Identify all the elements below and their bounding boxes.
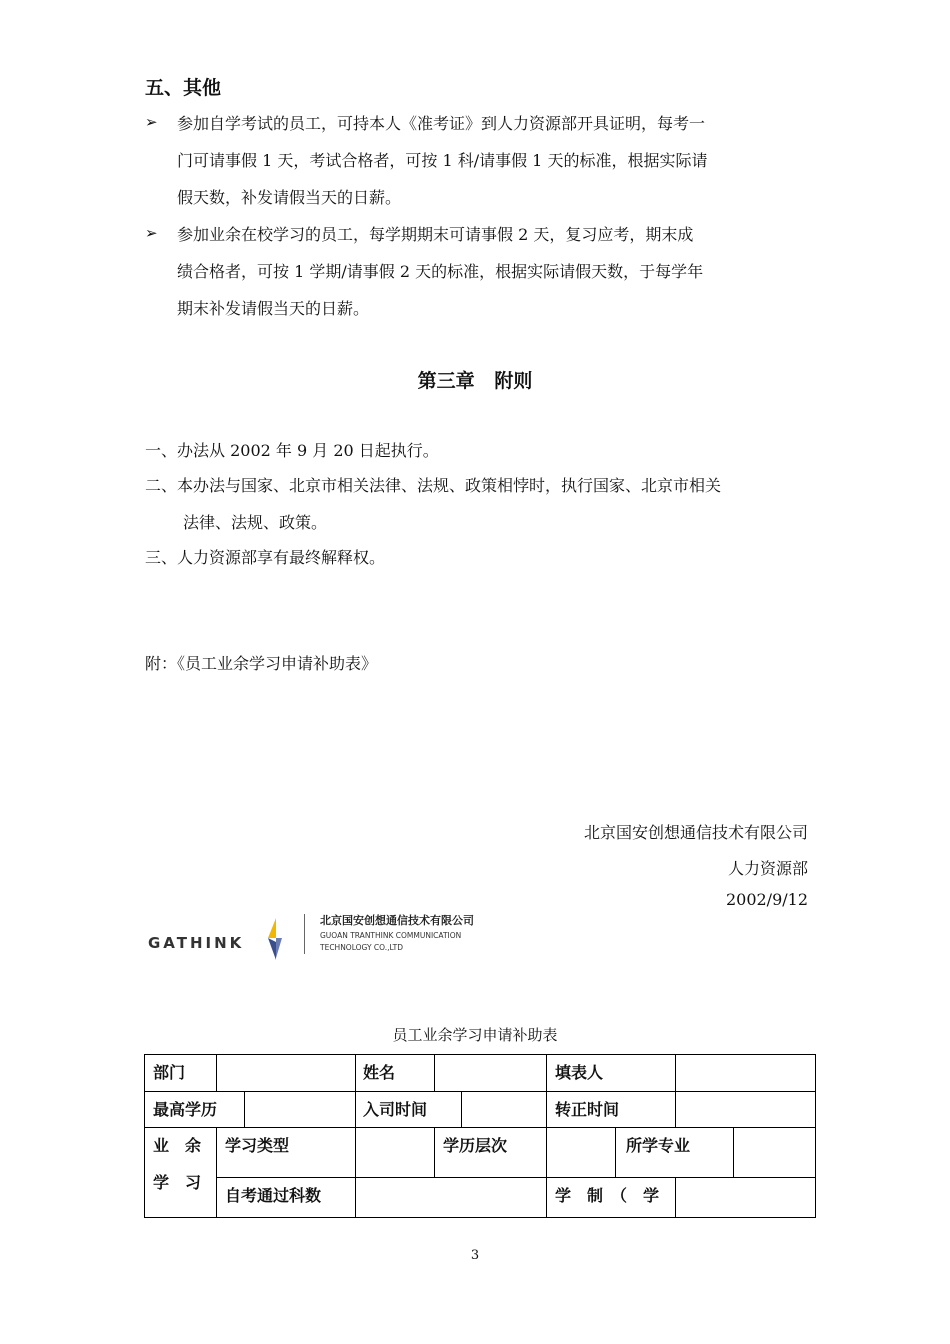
article-3 <box>145 539 810 576</box>
table-rule <box>675 1055 676 1127</box>
page-number: 3 <box>470 1248 480 1263</box>
article-line: 一、办法从 2002 年 9 月 20 日起执行。 <box>145 441 439 460</box>
bullet-line: 参加自学考试的员工，可持本人《准考证》到人力资源部开具证明，每考一 <box>177 114 706 133</box>
signature-company: 北京国安创想通信技术有限公司 <box>583 823 808 842</box>
logo-divider <box>304 914 305 954</box>
company-logo <box>148 912 488 966</box>
label-group-1: 业 余 <box>153 1136 202 1155</box>
label-group-2: 学 习 <box>153 1173 202 1192</box>
label-major: 所学专业 <box>626 1136 691 1155</box>
label-filler: 填表人 <box>555 1063 604 1082</box>
table-rule <box>216 1055 217 1091</box>
application-form-table <box>144 1054 816 1218</box>
section-heading: 五、其他 <box>145 77 222 99</box>
bullet-line: 期末补发请假当天的日薪。 <box>177 299 370 318</box>
article-line: 三、人力资源部享有最终解释权。 <box>145 548 386 567</box>
label-name: 姓名 <box>363 1063 396 1082</box>
logo-company-cn: 北京国安创想通信技术有限公司 <box>320 914 474 927</box>
table-rule <box>675 1177 676 1217</box>
bullet-text <box>177 105 809 216</box>
table-rule <box>434 1127 435 1177</box>
article-line: 二、本办法与国家、北京市相关法律、法规、政策相悖时，执行国家、北京市相关 <box>145 476 722 495</box>
table-rule <box>546 1055 547 1217</box>
logo-wordmark: GATHINK <box>148 934 245 952</box>
logo-company-en-1: GUOAN TRANTHINK COMMUNICATION <box>320 931 462 940</box>
article-1 <box>145 432 810 469</box>
bullet-line: 假天数，补发请假当天的日薪。 <box>177 188 402 207</box>
bullet-line: 绩合格者，可按 1 学期/请事假 2 天的标准，根据实际请假天数，于每学年 <box>177 262 704 281</box>
signature-date: 2002/9/12 <box>725 890 808 909</box>
bullet-text <box>177 216 809 327</box>
chapter-title: 第三章 附则 <box>417 370 533 392</box>
logo-company-en-2: TECHNOLOGY CO.,LTD <box>320 943 404 952</box>
table-rule <box>615 1127 616 1177</box>
signature-department: 人力资源部 <box>727 859 808 878</box>
label-department: 部门 <box>153 1063 186 1082</box>
table-rule <box>733 1127 734 1177</box>
table-rule <box>244 1091 245 1127</box>
label-duration: 学 制 （ 学 <box>555 1186 660 1205</box>
label-education: 最高学历 <box>153 1100 218 1119</box>
table-rule <box>434 1055 435 1091</box>
table-rule <box>145 1091 815 1092</box>
table-rule <box>355 1055 356 1217</box>
article-2 <box>145 467 810 541</box>
label-study-type: 学习类型 <box>225 1136 290 1155</box>
table-rule <box>216 1127 217 1217</box>
label-regular-date: 转正时间 <box>555 1100 620 1119</box>
form-title: 员工业余学习申请补助表 <box>392 1026 558 1044</box>
bullet-line: 参加业余在校学习的员工，每学期期末可请事假 2 天，复习应考，期末成 <box>177 225 694 244</box>
label-passed-subjects: 自考通过科数 <box>225 1186 322 1205</box>
label-hire-date: 入司时间 <box>363 1100 428 1119</box>
table-rule <box>216 1177 815 1178</box>
label-level: 学历层次 <box>443 1136 508 1155</box>
attachment-note: 附：《员工业余学习申请补助表》 <box>145 654 378 673</box>
table-rule <box>145 1127 815 1128</box>
bullet-arrow-icon: ➢ <box>145 224 158 242</box>
table-rule <box>461 1091 462 1127</box>
article-line: 法律、法规、政策。 <box>183 513 328 532</box>
logo-chevron-icon <box>264 918 286 960</box>
bullet-arrow-icon: ➢ <box>145 113 158 131</box>
bullet-line: 门可请事假 1 天，考试合格者，可按 1 科/请事假 1 天的标准，根据实际请 <box>177 151 708 170</box>
